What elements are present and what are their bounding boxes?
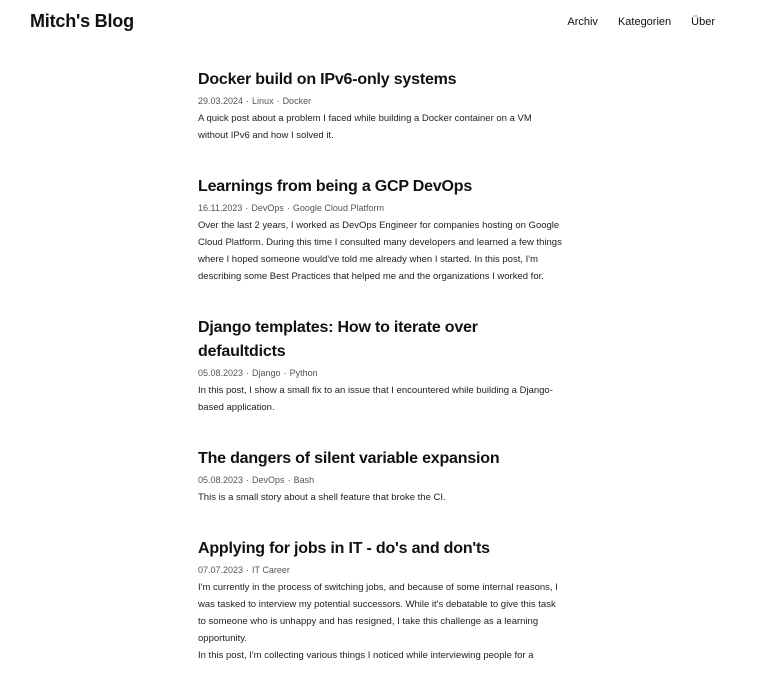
post-list bbox=[198, 68, 564, 695]
meta-separator: · bbox=[287, 475, 291, 485]
post-title[interactable]: Learnings from being a GCP DevOps bbox=[198, 178, 473, 195]
main-nav bbox=[567, 16, 715, 28]
post-meta bbox=[198, 564, 564, 576]
excerpt-paragraph: I'm currently in the process of switching jobs, and because of some internal reasons, I was tasked to interview my potential successors. While it's debatable to give this task to someone who is unhappy and has resigned, I take this challenge as a learning opportunity. bbox=[198, 582, 558, 644]
post-excerpt bbox=[198, 489, 564, 506]
post-excerpt bbox=[198, 217, 564, 285]
post-title[interactable]: The dangers of silent variable expansion bbox=[198, 450, 500, 467]
meta-separator: · bbox=[246, 565, 250, 575]
post-meta bbox=[198, 367, 564, 379]
meta-separator: · bbox=[276, 96, 280, 106]
excerpt-paragraph: In this post, I show a small fix to an issue that I encountered while building a Django-based application. bbox=[198, 385, 553, 413]
post-item bbox=[198, 316, 564, 416]
post-item bbox=[198, 175, 564, 285]
meta-separator: · bbox=[246, 96, 250, 106]
excerpt-paragraph: Over the last 2 years, I worked as DevOps Engineer for companies hosting on Google Cloud Platform. During this time I consulted many developers and learned a few things where I hoped someone would've told me already when I started. In this post, I'm describing some Best Practices that helped me and the organizations I worked for. bbox=[198, 220, 562, 282]
nav-link-uber[interactable]: Über bbox=[691, 16, 715, 28]
post-title[interactable]: Applying for jobs in IT - do's and don'ts bbox=[198, 540, 490, 557]
excerpt-paragraph: A quick post about a problem I faced while building a Docker container on a VM without IPv6 and how I solved it. bbox=[198, 113, 532, 141]
post-excerpt bbox=[198, 579, 564, 664]
meta-separator: · bbox=[283, 368, 287, 378]
post-category[interactable]: Python bbox=[289, 368, 318, 378]
excerpt-paragraph: This is a small story about a shell feature that broke the CI. bbox=[198, 492, 446, 503]
post-category[interactable]: DevOps bbox=[252, 475, 285, 485]
post-category[interactable]: DevOps bbox=[251, 203, 284, 213]
excerpt-paragraph: In this post, I'm collecting various things I noticed while interviewing people for a bbox=[198, 650, 534, 661]
meta-separator: · bbox=[246, 368, 250, 378]
site-title[interactable]: Mitch's Blog bbox=[30, 11, 134, 31]
meta-separator: · bbox=[286, 203, 290, 213]
nav-link-archiv[interactable]: Archiv bbox=[567, 16, 598, 28]
post-date: 05.08.2023 bbox=[198, 368, 244, 378]
post-item bbox=[198, 537, 564, 664]
nav-link-kategorien[interactable]: Kategorien bbox=[617, 16, 672, 28]
post-item bbox=[198, 447, 564, 506]
post-category[interactable]: Linux bbox=[252, 96, 274, 106]
post-date: 29.03.2024 bbox=[198, 96, 244, 106]
post-date: 16.11.2023 bbox=[198, 203, 243, 213]
post-excerpt bbox=[198, 382, 564, 416]
post-category[interactable]: IT Career bbox=[252, 565, 290, 575]
post-category[interactable]: Django bbox=[252, 368, 281, 378]
post-category[interactable]: Bash bbox=[293, 475, 315, 485]
post-excerpt bbox=[198, 110, 564, 144]
post-item bbox=[198, 68, 564, 144]
post-category[interactable]: Google Cloud Platform bbox=[292, 203, 384, 213]
post-meta bbox=[198, 202, 564, 214]
post-date: 07.07.2023 bbox=[198, 565, 244, 575]
meta-separator: · bbox=[245, 203, 249, 213]
post-category[interactable]: Docker bbox=[282, 96, 312, 106]
post-title[interactable]: Django templates: How to iterate over defaultdicts bbox=[198, 319, 478, 360]
post-date: 05.08.2023 bbox=[198, 475, 244, 485]
post-title[interactable]: Docker build on IPv6-only systems bbox=[198, 71, 457, 88]
meta-separator: · bbox=[246, 475, 250, 485]
post-meta bbox=[198, 95, 564, 107]
post-meta bbox=[198, 474, 564, 486]
